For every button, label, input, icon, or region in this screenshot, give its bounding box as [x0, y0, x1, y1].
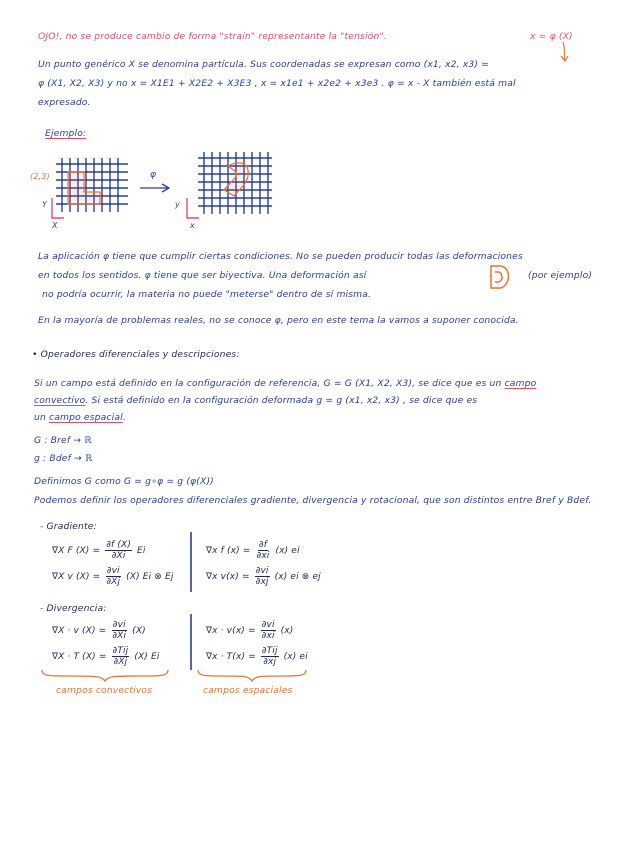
point-label: (2,3) — [30, 172, 50, 181]
gradient-right-2 — [206, 566, 321, 587]
conditions-line-4: En la mayoría de problemas reales, no se conoce φ, pero en este tema la vamos a suponer conocida. — [38, 315, 519, 326]
convectivo-term: convectivo — [34, 395, 86, 406]
conditions-line-3: no podría ocurrir, la materia no puede "meterse" dentro de sí misma. — [42, 289, 372, 300]
div-l1-num: ∂vi — [112, 620, 126, 630]
divergence-left-1 — [52, 620, 146, 641]
grad-r1-tail: (x) ei — [275, 546, 300, 556]
conditions-line-1: La aplicación φ tiene que cumplir ciertas condiciones. No se pueden producir todas las deformaciones — [38, 251, 523, 262]
left-brace — [40, 668, 170, 682]
label-convective-fields: campos convectivos — [56, 685, 153, 696]
down-arrow-icon — [555, 42, 575, 64]
grad-l2-lhs: ∇X v (X) = — [52, 572, 101, 582]
axis-x-label: X — [52, 221, 58, 230]
div-l1-lhs: ∇X · v (X) = — [52, 626, 107, 636]
operators-p1-line-3 — [34, 411, 126, 424]
div-r1-tail: (x) — [280, 626, 294, 636]
conditions-line-2: en todos los sentidos. φ tiene que ser biyectiva. Una deformación así — [38, 270, 367, 281]
gradient-left-1 — [52, 540, 146, 561]
reference-grid — [56, 158, 128, 212]
div-l1-den: ∂Xi — [112, 631, 127, 641]
grad-l1-tail: Ei — [137, 546, 146, 556]
gradient-left-2 — [52, 566, 173, 587]
operators-intro: Podemos definir los operadores diferenciales gradiente, divergencia y rotacional, que son distintos entre Bref y Bdef. — [34, 495, 592, 506]
grad-r1-num: ∂f — [258, 540, 268, 550]
div-l2-tail: (X) Ei — [134, 652, 160, 662]
div-l2-num: ∂Tij — [112, 646, 129, 656]
grad-l2-den: ∂Xj — [106, 577, 121, 587]
p1-text-dot: . — [122, 412, 126, 423]
map-arrow-label: φ — [150, 169, 157, 180]
operators-p1-line-1 — [34, 377, 536, 390]
conditions-example-note: (por ejemplo) — [528, 270, 593, 281]
deformed-grid — [198, 152, 272, 214]
grad-l1-den: ∂Xi — [111, 551, 126, 561]
p1-text-b: . Si está definido en la configuración deformada g = g (x1, x2, x3) , se dice que es — [85, 395, 478, 406]
div-r2-lhs: ∇x · T(x) = — [206, 652, 256, 662]
campo-term: campo — [504, 378, 537, 389]
top-note: OJO!, no se produce cambio de forma "strain" representante la "tensión". — [38, 31, 387, 42]
div-r2-tail: (x) ei — [283, 652, 308, 662]
p1-text-a: Si un campo está definido en la configuración de referencia, G = G (X1, X2, X3), se dice que es un — [34, 378, 502, 389]
gradient-heading: - Gradiente: — [40, 521, 97, 532]
div-r2-num: ∂Tij — [261, 646, 278, 656]
operators-heading-text: Operadores diferenciales y descripciones: — [40, 349, 240, 360]
operators-p1-line-2 — [34, 394, 477, 407]
map-arrow-icon — [140, 183, 172, 193]
axis-x2-label: x — [190, 221, 195, 230]
grad-r1-den: ∂xi — [256, 551, 270, 561]
grad-l2-num: ∂vi — [106, 566, 120, 576]
intro-line-3: expresado. — [38, 97, 91, 108]
top-formula: x = φ (X) — [530, 31, 573, 42]
right-brace — [196, 668, 308, 682]
overlap-shape-icon — [487, 262, 513, 292]
label-spatial-fields: campos espaciales — [203, 685, 293, 696]
div-r1-den: ∂xi — [261, 631, 275, 641]
div-r2-den: ∂xj — [263, 657, 277, 667]
map-g-ref: G : Bref → ℝ — [34, 435, 92, 446]
example-heading: Ejemplo: — [45, 128, 87, 139]
intro-line-1: Un punto genérico X se denomina partícula. Sus coordenadas se expresan como (x1, x2, x3) = — [38, 59, 490, 70]
grad-r2-tail: (x) ei ⊗ ej — [274, 572, 321, 582]
div-r1-num: ∂vi — [261, 620, 275, 630]
divergence-right-2 — [206, 646, 308, 667]
intro-line-2: φ (X1, X2, X3) y no x = X1E1 + X2E2 + X3E3 , x = x1e1 + x2e2 + x3e3 . φ = x - X también está mal — [38, 78, 516, 89]
divergence-heading: - Divergencia: — [40, 603, 107, 614]
p1-text-un: un — [34, 412, 46, 423]
div-l2-den: ∂Xj — [113, 657, 128, 667]
map-g-def: g : Bdef → ℝ — [34, 453, 93, 464]
grad-l1-lhs: ∇X F (X) = — [52, 546, 101, 556]
divergence-divider — [189, 614, 193, 670]
grad-r2-num: ∂vi — [255, 566, 269, 576]
div-l1-tail: (X) — [132, 626, 146, 636]
axis-y2-label: y — [175, 200, 180, 209]
campo-espacial-term: campo espacial — [49, 412, 123, 423]
grad-r2-den: ∂xj — [255, 577, 269, 587]
axis-y-label: Y — [42, 200, 48, 209]
gradient-divider — [189, 532, 193, 592]
operators-heading: • Operadores diferenciales y descripciones: — [32, 349, 240, 360]
div-r1-lhs: ∇x · v(x) = — [206, 626, 256, 636]
grad-l2-tail: (X) Ei ⊗ Ej — [126, 572, 174, 582]
divergence-left-2 — [52, 646, 159, 667]
define-composition: Definimos G como G = g∘φ = g (φ(X)) — [34, 476, 214, 487]
grad-r1-lhs: ∇x f (x) = — [206, 546, 251, 556]
div-l2-lhs: ∇X · T (X) = — [52, 652, 107, 662]
divergence-right-1 — [206, 620, 293, 641]
grad-r2-lhs: ∇x v(x) = — [206, 572, 250, 582]
gradient-right-1 — [206, 540, 300, 561]
grad-l1-num: ∂f (X) — [106, 540, 131, 550]
